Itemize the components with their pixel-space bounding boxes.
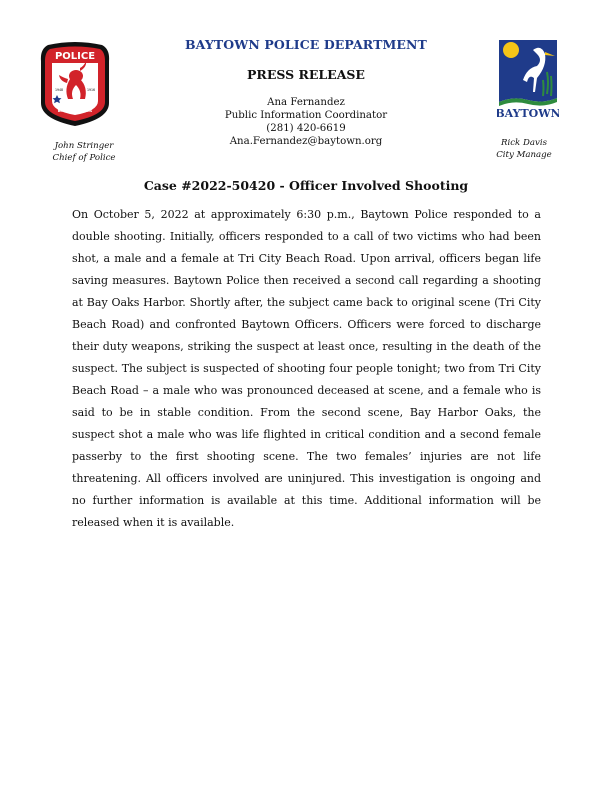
contact-title: Public Information Coordinator <box>224 110 388 121</box>
contact-block <box>160 96 452 148</box>
press-release-title: PRESS RELEASE <box>247 67 365 82</box>
contact-phone: (281) 420-6619 <box>266 123 346 134</box>
manager-name: Rick Davis <box>501 138 547 148</box>
badge-bottom-text: BAYTOWN TEXAS <box>57 109 93 113</box>
manager-title: City Manage <box>496 150 552 160</box>
chief-title: Chief of Police <box>52 153 116 163</box>
badge-top-text: POLICE <box>54 51 96 62</box>
police-badge-logo <box>40 41 110 127</box>
badge-year-left: 1948 <box>54 88 64 92</box>
contact-name: Ana Fernandez <box>267 97 345 108</box>
baytown-city-logo <box>497 36 559 120</box>
contact-email: Ana.Fernandez@baytown.org <box>229 136 383 147</box>
department-title: BAYTOWN POLICE DEPARTMENT <box>185 37 427 52</box>
chief-of-police-block <box>44 140 124 164</box>
city-logo-text: BAYTOWN <box>497 107 559 120</box>
chief-name: John Stringer <box>54 141 114 151</box>
badge-year-right: 1916 <box>86 88 96 92</box>
case-title: Case #2022-50420 - Officer Involved Shooting <box>143 178 469 193</box>
press-release-body: On October 5, 2022 at approximately 6:30 p.m., Baytown Police responded to a double shooting. Initially, officers responded to a call of two victims who had been shot, a male and a female at Tri City Beach Road. Upon arrival, officers began life saving measures. Baytown Police then received a second call regarding a shooting at Bay Oaks Harbor. Shortly after, the subject came back to original scene (Tri City Beach Road) and confronted Baytown Officers. Officers were forced to discharge their duty weapons, striking the suspect at least once, resulting in the death of the suspect. The subject is suspected of shooting four people tonight; two from Tri City Beach Road – a male who was pronounced deceased at scene, and a female who is said to be in stable condition. From the second scene, Bay Harbor Oaks, the suspect shot a male who was life flighted in critical condition and a second female passerby to the first shooting scene. The two females’ injuries are not life threatening. All officers involved are uninjured. This investigation is ongoing and no further information is available at this time. Additional information will be released when it is available. <box>72 208 541 529</box>
city-manager-block <box>488 137 560 161</box>
